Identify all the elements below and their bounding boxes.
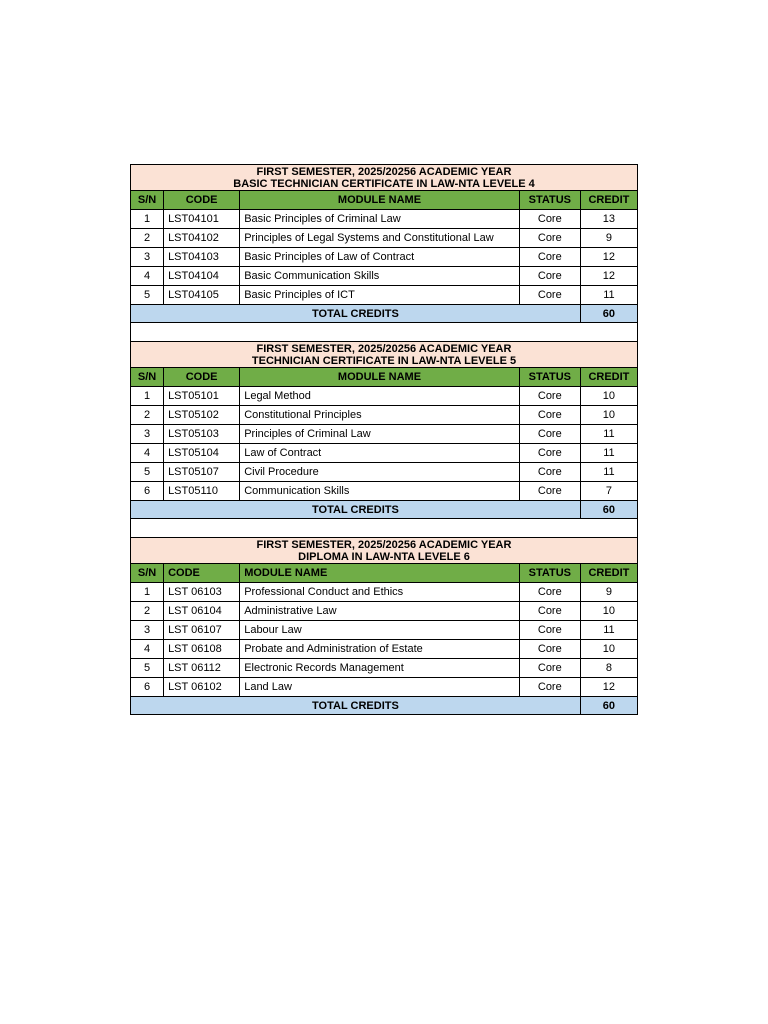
table-row — [131, 229, 638, 248]
cell-credit: 11 — [580, 463, 637, 482]
table-row — [131, 659, 638, 678]
header-credit: CREDIT — [580, 191, 637, 210]
cell-credit: 11 — [580, 444, 637, 463]
section-title-line1: FIRST SEMESTER, 2025/20256 ACADEMIC YEAR — [256, 342, 512, 355]
curriculum-table-body — [131, 165, 638, 715]
total-credits-row — [131, 697, 638, 715]
header-code: CODE — [164, 564, 240, 583]
header-sn: S/N — [131, 564, 164, 583]
header-status: STATUS — [519, 191, 580, 210]
cell-status: Core — [519, 640, 580, 659]
cell-status: Core — [519, 267, 580, 286]
cell-code: LST05103 — [164, 425, 240, 444]
cell-credit: 9 — [580, 583, 637, 602]
section-title-line2: TECHNICIAN CERTIFICATE IN LAW-NTA LEVELE 5 — [251, 354, 517, 367]
cell-code: LST04102 — [164, 229, 240, 248]
cell-module-name: Labour Law — [240, 621, 520, 640]
cell-credit: 10 — [580, 387, 637, 406]
cell-credit: 12 — [580, 248, 637, 267]
table-row — [131, 387, 638, 406]
column-header-row — [131, 368, 638, 387]
cell-status: Core — [519, 286, 580, 305]
total-credits-label: TOTAL CREDITS — [131, 305, 581, 323]
section-title — [131, 342, 638, 368]
section-spacer-row — [131, 323, 638, 342]
cell-code: LST05110 — [164, 482, 240, 501]
column-header-row — [131, 191, 638, 210]
cell-module-name: Constitutional Principles — [240, 406, 520, 425]
header-status: STATUS — [519, 368, 580, 387]
header-module-name: MODULE NAME — [240, 564, 520, 583]
table-row — [131, 602, 638, 621]
cell-code: LST04104 — [164, 267, 240, 286]
table-row — [131, 406, 638, 425]
cell-module-name: Land Law — [240, 678, 520, 697]
table-row — [131, 286, 638, 305]
section-title-row — [131, 342, 638, 368]
table-row — [131, 425, 638, 444]
cell-sn: 2 — [131, 406, 164, 425]
cell-module-name: Basic Principles of Criminal Law — [240, 210, 520, 229]
cell-sn: 1 — [131, 210, 164, 229]
cell-sn: 1 — [131, 583, 164, 602]
cell-sn: 4 — [131, 444, 164, 463]
header-code: CODE — [164, 368, 240, 387]
cell-code: LST04105 — [164, 286, 240, 305]
header-credit: CREDIT — [580, 564, 637, 583]
cell-code: LST04103 — [164, 248, 240, 267]
section-title-row — [131, 165, 638, 191]
header-status: STATUS — [519, 564, 580, 583]
section-title-line2: DIPLOMA IN LAW-NTA LEVELE 6 — [298, 550, 470, 563]
cell-module-name: Administrative Law — [240, 602, 520, 621]
cell-status: Core — [519, 444, 580, 463]
table-row — [131, 678, 638, 697]
cell-module-name: Principles of Legal Systems and Constitutional Law — [240, 229, 520, 248]
section-title — [131, 165, 638, 191]
total-credits-value: 60 — [580, 501, 637, 519]
cell-module-name: Communication Skills — [240, 482, 520, 501]
cell-credit: 10 — [580, 640, 637, 659]
cell-sn: 3 — [131, 248, 164, 267]
table-row — [131, 482, 638, 501]
cell-credit: 7 — [580, 482, 637, 501]
cell-status: Core — [519, 425, 580, 444]
column-header-row — [131, 564, 638, 583]
cell-status: Core — [519, 387, 580, 406]
cell-status: Core — [519, 406, 580, 425]
total-credits-label: TOTAL CREDITS — [131, 697, 581, 715]
section-spacer-row — [131, 519, 638, 538]
section-title-line1: FIRST SEMESTER, 2025/20256 ACADEMIC YEAR — [256, 538, 512, 551]
table-row — [131, 621, 638, 640]
cell-sn: 1 — [131, 387, 164, 406]
cell-code: LST05101 — [164, 387, 240, 406]
table-row — [131, 463, 638, 482]
cell-sn: 5 — [131, 286, 164, 305]
cell-status: Core — [519, 602, 580, 621]
section-title-row — [131, 538, 638, 564]
cell-credit: 10 — [580, 602, 637, 621]
cell-module-name: Civil Procedure — [240, 463, 520, 482]
cell-credit: 9 — [580, 229, 637, 248]
cell-code: LST05102 — [164, 406, 240, 425]
cell-code: LST05104 — [164, 444, 240, 463]
cell-module-name: Electronic Records Management — [240, 659, 520, 678]
cell-credit: 12 — [580, 678, 637, 697]
cell-sn: 5 — [131, 463, 164, 482]
table-row — [131, 583, 638, 602]
section-title — [131, 538, 638, 564]
cell-credit: 11 — [580, 425, 637, 444]
header-code: CODE — [164, 191, 240, 210]
cell-code: LST04101 — [164, 210, 240, 229]
cell-sn: 4 — [131, 640, 164, 659]
cell-credit: 11 — [580, 621, 637, 640]
cell-status: Core — [519, 583, 580, 602]
total-credits-row — [131, 501, 638, 519]
cell-module-name: Law of Contract — [240, 444, 520, 463]
section-spacer — [131, 323, 638, 342]
cell-module-name: Legal Method — [240, 387, 520, 406]
cell-credit: 12 — [580, 267, 637, 286]
cell-module-name: Basic Principles of Law of Contract — [240, 248, 520, 267]
cell-module-name: Principles of Criminal Law — [240, 425, 520, 444]
cell-sn: 6 — [131, 482, 164, 501]
cell-status: Core — [519, 210, 580, 229]
header-module-name: MODULE NAME — [240, 191, 520, 210]
cell-status: Core — [519, 678, 580, 697]
header-credit: CREDIT — [580, 368, 637, 387]
header-module-name: MODULE NAME — [240, 368, 520, 387]
table-row — [131, 210, 638, 229]
cell-sn: 6 — [131, 678, 164, 697]
cell-code: LST 06108 — [164, 640, 240, 659]
total-credits-value: 60 — [580, 697, 637, 715]
cell-credit: 8 — [580, 659, 637, 678]
cell-code: LST 06103 — [164, 583, 240, 602]
table-row — [131, 444, 638, 463]
section-title-line1: FIRST SEMESTER, 2025/20256 ACADEMIC YEAR — [256, 165, 512, 178]
cell-code: LST 06112 — [164, 659, 240, 678]
cell-status: Core — [519, 463, 580, 482]
section-title-line2: BASIC TECHNICIAN CERTIFICATE IN LAW-NTA LEVELE 4 — [233, 177, 535, 190]
cell-status: Core — [519, 229, 580, 248]
cell-credit: 13 — [580, 210, 637, 229]
total-credits-value: 60 — [580, 305, 637, 323]
header-sn: S/N — [131, 191, 164, 210]
curriculum-table — [130, 164, 638, 715]
cell-code: LST 06107 — [164, 621, 240, 640]
cell-sn: 5 — [131, 659, 164, 678]
cell-code: LST 06104 — [164, 602, 240, 621]
cell-status: Core — [519, 248, 580, 267]
table-row — [131, 248, 638, 267]
cell-status: Core — [519, 482, 580, 501]
cell-code: LST 06102 — [164, 678, 240, 697]
cell-status: Core — [519, 659, 580, 678]
section-spacer — [131, 519, 638, 538]
cell-sn: 4 — [131, 267, 164, 286]
cell-module-name: Professional Conduct and Ethics — [240, 583, 520, 602]
table-row — [131, 640, 638, 659]
cell-sn: 3 — [131, 425, 164, 444]
cell-sn: 3 — [131, 621, 164, 640]
cell-module-name: Basic Principles of ICT — [240, 286, 520, 305]
table-row — [131, 267, 638, 286]
cell-sn: 2 — [131, 229, 164, 248]
cell-credit: 11 — [580, 286, 637, 305]
total-credits-row — [131, 305, 638, 323]
cell-status: Core — [519, 621, 580, 640]
cell-module-name: Probate and Administration of Estate — [240, 640, 520, 659]
cell-sn: 2 — [131, 602, 164, 621]
cell-credit: 10 — [580, 406, 637, 425]
cell-code: LST05107 — [164, 463, 240, 482]
header-sn: S/N — [131, 368, 164, 387]
cell-module-name: Basic Communication Skills — [240, 267, 520, 286]
total-credits-label: TOTAL CREDITS — [131, 501, 581, 519]
